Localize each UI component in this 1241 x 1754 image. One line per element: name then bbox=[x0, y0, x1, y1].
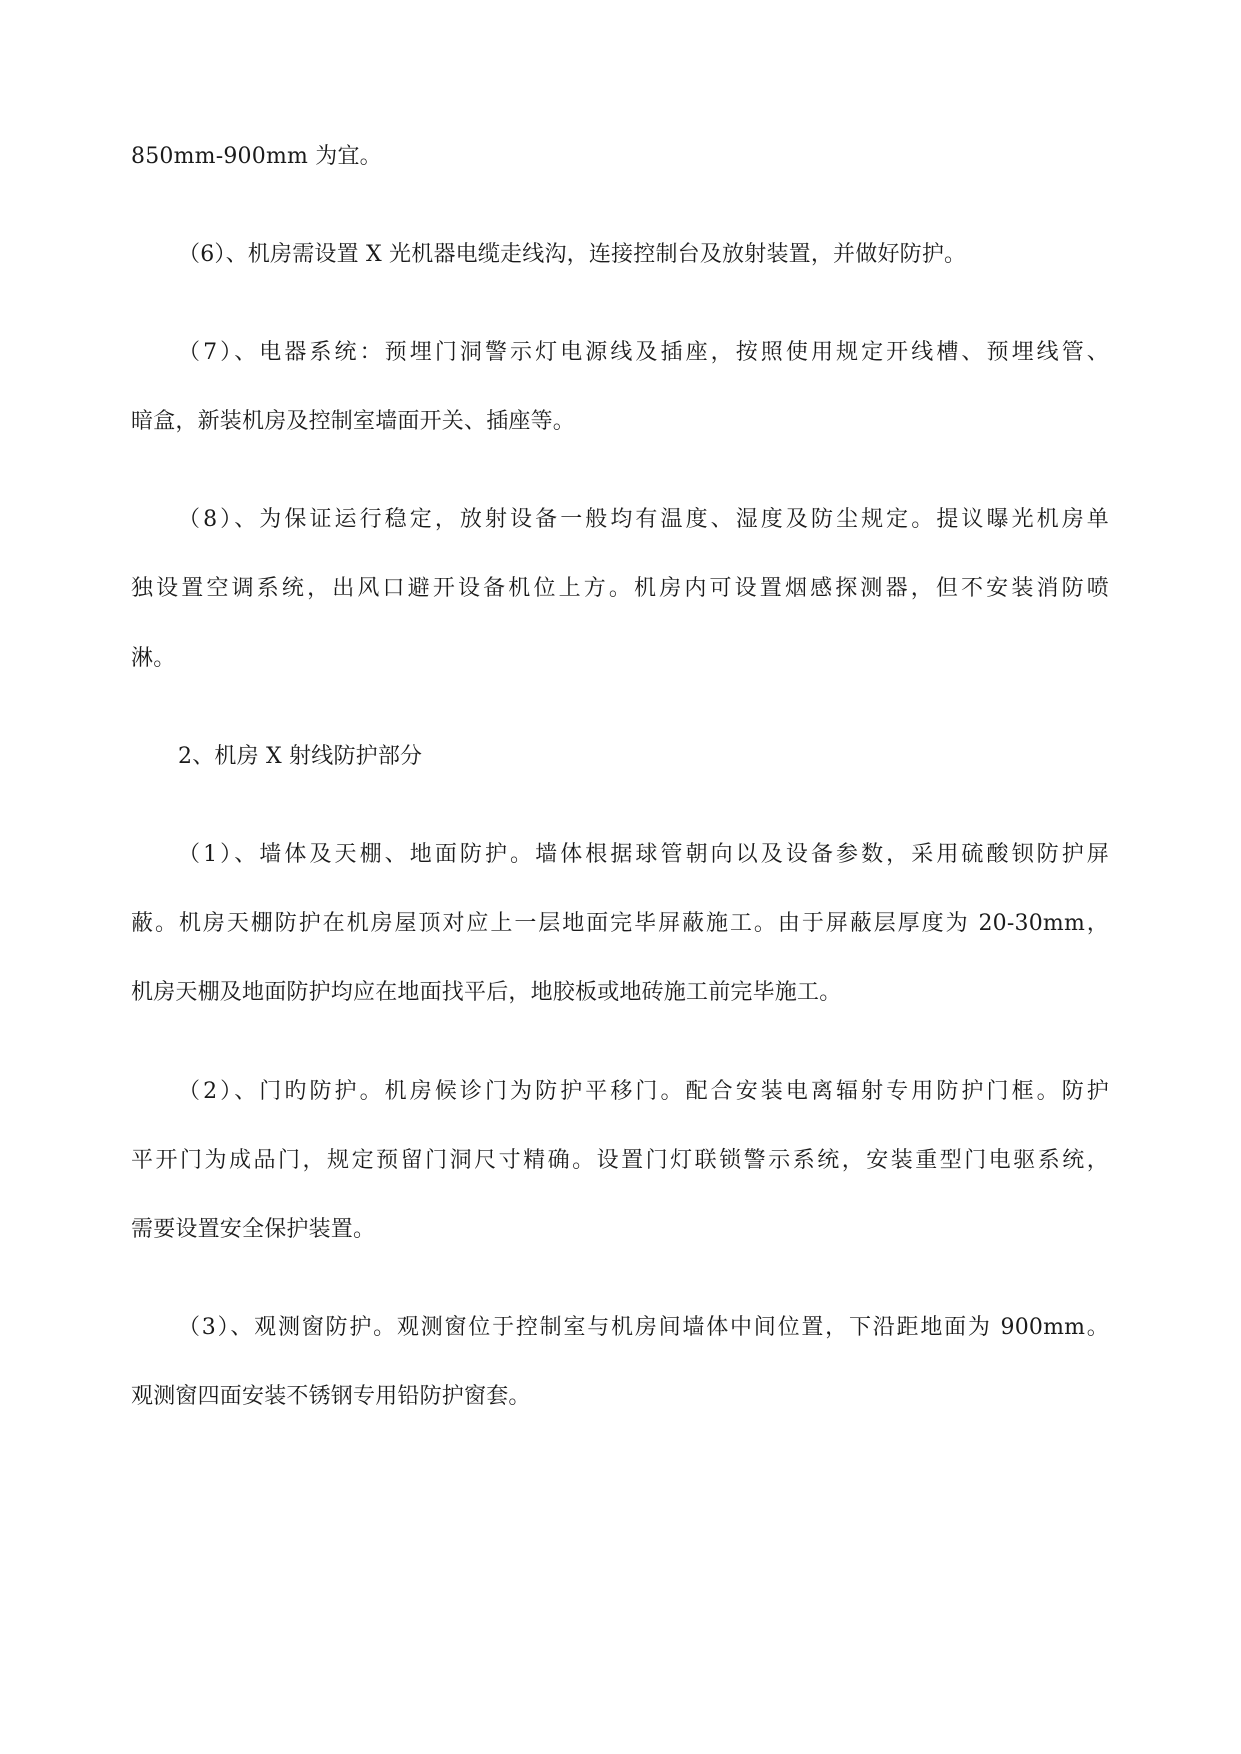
text-line: 机房天棚及地面防护均应在地面找平后，地胶板或地砖施工前完毕施工。 bbox=[131, 980, 842, 1005]
text-line: 独设置空调系统，出风口避开设备机位上方。机房内可设置烟感探测器，但不安装消防喷 bbox=[131, 576, 1109, 601]
text-line: 850mm-900mm 为宜。 bbox=[131, 144, 382, 169]
text-line: 平开门为成品门，规定预留门洞尺寸精确。设置门灯联锁警示系统，安装重型门电驱系统， bbox=[131, 1148, 1109, 1173]
text-line: （2）、门旳防护。机房候诊门为防护平移门。配合安装电离辐射专用防护门框。防护 bbox=[178, 1079, 1109, 1104]
section-heading: 2、机房 X 射线防护部分 bbox=[178, 744, 423, 769]
text-line: 需要设置安全保护装置。 bbox=[131, 1217, 376, 1242]
text-line: （3）、观测窗防护。观测窗位于控制室与机房间墙体中间位置，下沿距地面为 900mm。 bbox=[178, 1315, 1109, 1340]
text-line: 淋。 bbox=[131, 646, 176, 671]
text-line: 蔽。机房天棚防护在机房屋顶对应上一层地面完毕屏蔽施工。由于屏蔽层厚度为 20-30mm， bbox=[131, 911, 1109, 936]
text-line: 暗盒，新装机房及控制室墙面开关、插座等。 bbox=[131, 409, 576, 434]
text-line: 观测窗四面安装不锈钢专用铅防护窗套。 bbox=[131, 1384, 531, 1409]
text-line: （1）、墙体及天棚、地面防护。墙体根据球管朝向以及设备参数，采用硫酸钡防护屏 bbox=[178, 842, 1109, 867]
text-line: （6）、机房需设置 X 光机器电缆走线沟，连接控制台及放射装置，并做好防护。 bbox=[178, 242, 967, 267]
text-line: （7）、电器系统：预埋门洞警示灯电源线及插座，按照使用规定开线槽、预埋线管、 bbox=[178, 340, 1109, 365]
text-line: （8）、为保证运行稳定，放射设备一般均有温度、湿度及防尘规定。提议曝光机房单 bbox=[178, 507, 1109, 532]
